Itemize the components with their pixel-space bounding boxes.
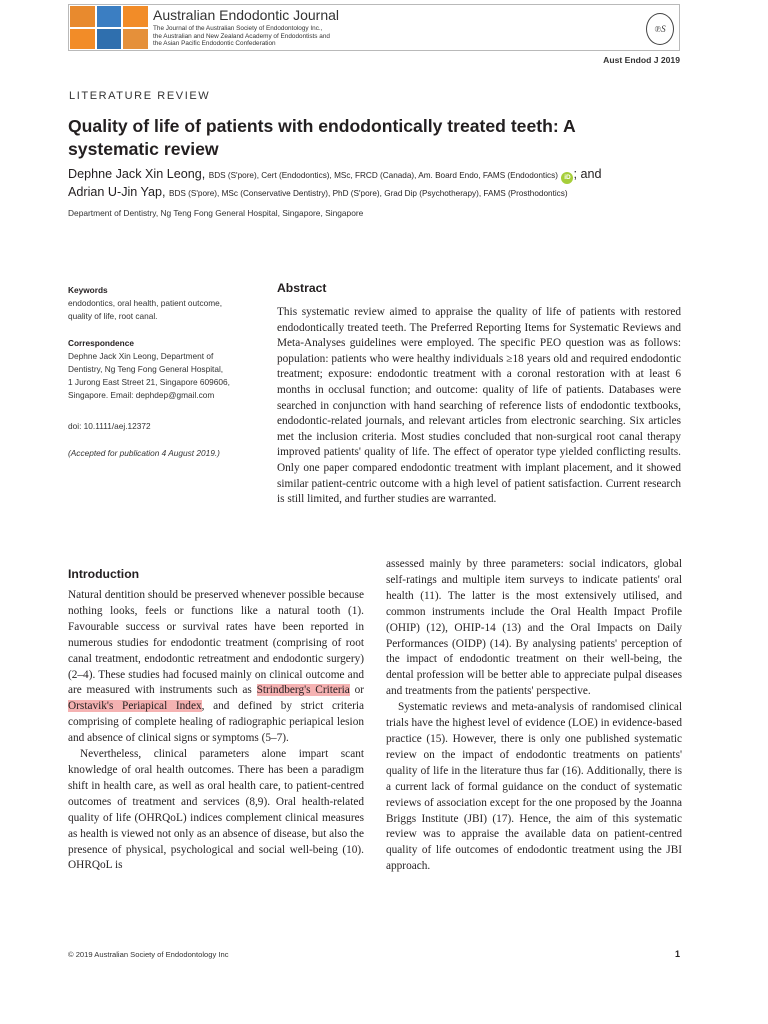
article-title: Quality of life of patients with endodontically treated teeth: A systematic review bbox=[68, 116, 575, 159]
author-credentials: BDS (S'pore), MSc (Conservative Dentistry), PhD (S'pore), Grad Dip (Psychotherapy), FAMS (Prosthodontics) bbox=[169, 189, 568, 198]
affiliation: Department of Dentistry, Ng Teng Fong General Hospital, Singapore, Singapore bbox=[68, 208, 364, 218]
logo-tile bbox=[70, 6, 95, 27]
correspondence-line: Singapore. Email: dephdep@gmail.com bbox=[68, 390, 215, 400]
journal-subtitle-line: the Asian Pacific Endodontic Confederation bbox=[153, 40, 276, 48]
logo-tile bbox=[97, 6, 122, 27]
correspondence-heading: Correspondence bbox=[68, 338, 134, 348]
abstract-heading: Abstract bbox=[277, 281, 327, 295]
body-column-right bbox=[386, 557, 682, 875]
doi-link[interactable]: doi: 10.1111/aej.12372 bbox=[68, 421, 151, 431]
page-number: 1 bbox=[674, 949, 680, 959]
author-name: Dephne Jack Xin Leong, bbox=[68, 167, 206, 181]
section-label: LITERATURE REVIEW bbox=[69, 90, 211, 102]
author-list bbox=[68, 166, 680, 202]
paragraph: assessed mainly by three parameters: social indicators, global self-ratings and multiple item surveys to indicate patients' oral health (11). The latter is the most extensively utilised, and common instruments include the Oral Health Impact Profile (OHIP) (12), OHIP-14 (13) and the Oral Impacts on Daily Performances (OIDP) (14). By analysing patients' perception of the impact of endodontic treatment on their well-being, the dental profession will be better able to appreciate pulpal diseases and treatments from the patients' perspective. bbox=[386, 558, 682, 698]
citation: Aust Endod J 2019 bbox=[603, 55, 680, 65]
footer-copyright: © 2019 Australian Society of Endodontology Inc bbox=[68, 950, 229, 959]
paragraph: Systematic reviews and meta-analysis of randomised clinical trials have the highest level of evidence (LOE) in evidence-based practice (15). However, there is only one published systematic review on the impact of endodontic treatments on patients' quality of life in the literature thus far (16). Additionally, there is a current lack of formal guidance on the conduct of systematic reviews of association except for the one proposed by the Joanna Briggs Institute (JBI) (17). Hence, the aim of this systematic review was to appraise the available data on patient-centred quality of life outcomes of endodontic treatment using the JBI approach. bbox=[386, 701, 682, 873]
author-separator: ; and bbox=[573, 167, 602, 181]
journal-subtitle-line: The Journal of the Australian Society of Endodontology Inc., bbox=[153, 25, 323, 32]
correspondence-line: 1 Jurong East Street 21, Singapore 609606, bbox=[68, 377, 230, 387]
correspondence-line: Dentistry, Ng Teng Fong General Hospital, bbox=[68, 364, 224, 374]
keywords-heading: Keywords bbox=[68, 285, 108, 295]
keywords-block bbox=[68, 284, 253, 323]
logo-tile bbox=[70, 29, 95, 50]
logo-tile bbox=[123, 29, 148, 50]
paragraph-text: or bbox=[349, 684, 364, 697]
journal-subtitle bbox=[153, 25, 453, 48]
correspondence-block bbox=[68, 337, 253, 402]
author-credentials: BDS (S'pore), Cert (Endodontics), MSc, FRCD (Canada), Am. Board Endo, FAMS (Endodontics) bbox=[208, 171, 558, 180]
highlighted-text: Strindberg's Criteria bbox=[256, 684, 350, 697]
abstract-text: This systematic review aimed to appraise the quality of life of patients with restored endodontically treated teeth. The Preferred Reporting Items for Systematic Reviews and Meta-Analyses guidelines were employed. The specific PEO question was as follows: population: patients who were healthy individuals ≥18 years old and required endodontic treatment; exposure: endodontic treatment with a coronal restoration with at least 6 months in occlusal function; and outcome: quality of life of patients. Databases were searched in conjunction with hand searching of reference lists of endodontic textbooks, endodontic-related journals, and relevant articles from electronic searching. Six articles met the inclusion criteria. Most studies concluded that non-surgical root canal therapy improved patients' quality of life. The effect of operator type yielded conflicting results. Only one paper compared endodontic treatment with implant placement, and it showed similar patient-centric outcome with a high level of patient satisfaction. Current research is still limited, and further studies are warranted. bbox=[277, 306, 681, 506]
paragraph-text: Natural dentition should be preserved whenever possible because nothing looks, feels or functions like a natural tooth (1). Favourable success or survival rates have been reported in numerous studies for endodontic treatment (comprising of root canal treatment, endodontic retreatment and endodontic surgery) (2–4). These studies had focused mainly on clinical outcome and are measured with instruments such as bbox=[68, 589, 364, 697]
logo-tile bbox=[97, 29, 122, 50]
author-name: Adrian U-Jin Yap, bbox=[68, 185, 166, 199]
journal-name: Australian Endodontic Journal bbox=[153, 7, 340, 23]
logo-tile bbox=[123, 6, 148, 27]
journal-logo bbox=[70, 6, 148, 49]
orcid-icon[interactable]: iD bbox=[561, 172, 573, 184]
accepted-date: (Accepted for publication 4 August 2019.) bbox=[68, 448, 220, 458]
paragraph: Nevertheless, clinical parameters alone impart scant knowledge of oral health outcomes. There has been a paradigm shift in health care, as well as oral health care, to patient-centred outcomes of treatment and services (8,9). Oral health-related quality of life (OHRQoL) indices complement clinical measures as health is viewed not only as an absence of disease, but also the presence of physical, psychological and social well-being (10). OHRQoL is bbox=[68, 748, 364, 872]
keywords-line: endodontics, oral health, patient outcome, bbox=[68, 298, 223, 308]
paragraph bbox=[68, 588, 364, 747]
body-column-left bbox=[68, 588, 364, 874]
paragraph-text: , and defined by strict criteria comprising of complete healing of radiographic periapical lesion and absence of clinical signs or symptoms (5–7). bbox=[68, 700, 364, 745]
journal-banner bbox=[68, 4, 680, 51]
correspondence-line: Dephne Jack Xin Leong, Department of bbox=[68, 351, 214, 361]
introduction-heading: Introduction bbox=[68, 567, 140, 581]
publisher-logo-icon: ℗S bbox=[646, 13, 674, 45]
journal-subtitle-line: the Australian and New Zealand Academy of Endodontists and bbox=[153, 32, 330, 40]
highlighted-text: Orstavik's Periapical Index bbox=[68, 700, 202, 713]
keywords-line: quality of life, root canal. bbox=[68, 311, 158, 321]
